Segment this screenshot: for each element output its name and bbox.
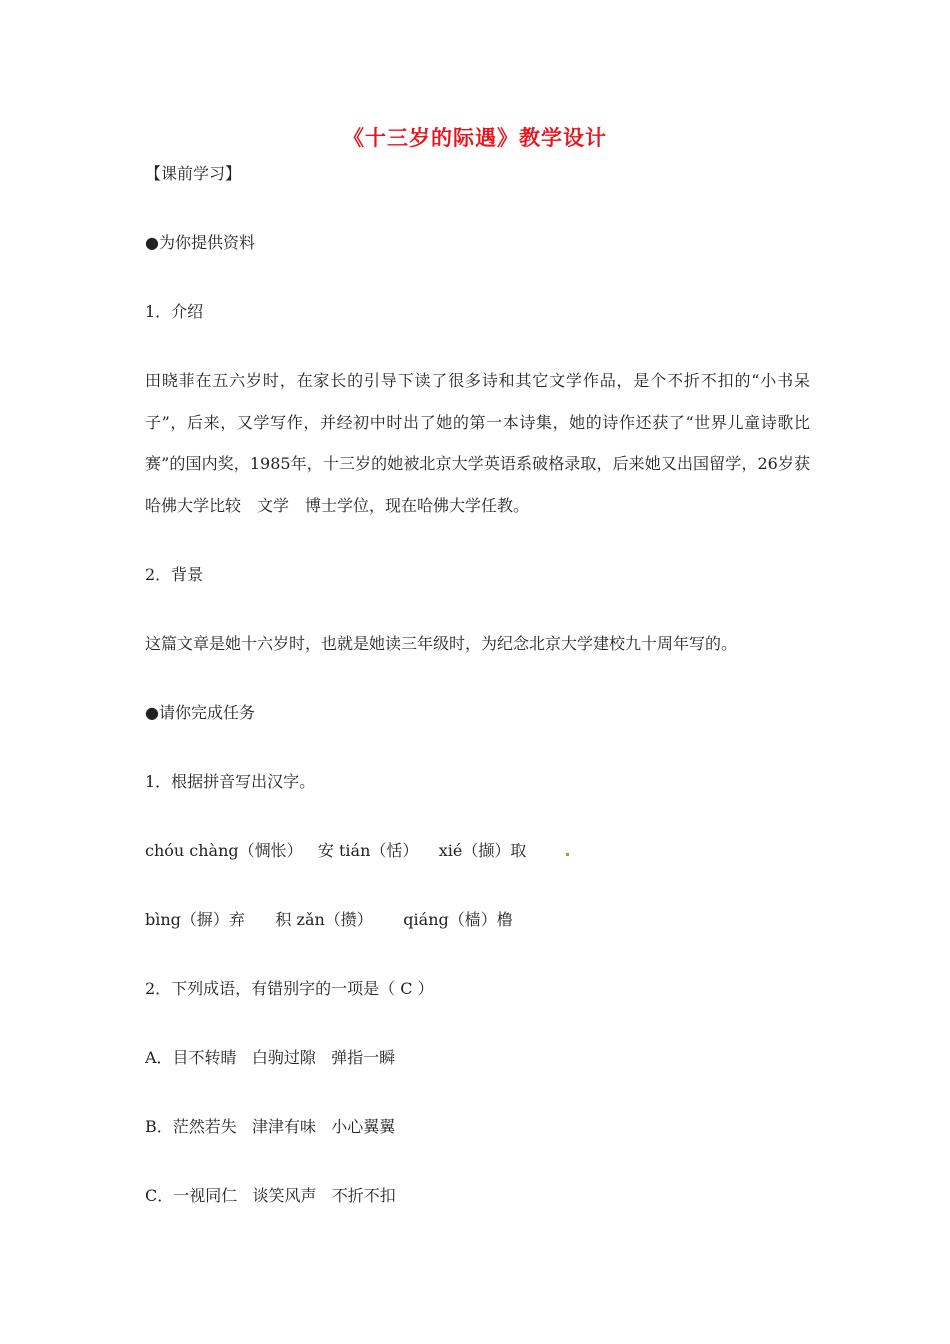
item-heading-introduction: 1．介绍 [145,302,204,321]
document-title: 《十三岁的际遇》教学设计 [343,126,607,150]
pinyin-row-2: bìng（摒）弃 积 zǎn（攒） qiáng（樯）橹 [145,910,513,929]
introduction-paragraph: 田晓菲在五六岁时，在家长的引导下读了很多诗和其它文学作品，是个不折不扣的“小书呆子”，后来，又学写作，并经初中时出了她的第一本诗集，她的诗作还获了“世界儿童诗歌比赛”的国内奖，1985年，十三岁的她被北京大学英语系破格录取，后来她又出国留学，26岁获哈佛大学比较 文学 博士学位，现在哈佛大学任教。 [145,371,810,515]
pinyin-row-1: chóu chàng（惆怅） 安 tián（恬） xié（撷）取 [145,841,527,860]
section-heading-pre-class: 【课前学习】 [145,164,242,183]
marker-dot [566,853,569,856]
part-heading-materials: ●为你提供资料 [145,233,255,252]
option-c: C．一视同仁 谈笑风声 不折不扣 [145,1186,396,1205]
task-2-prompt: 2．下列成语，有错别字的一项是（ C ） [145,979,434,998]
option-a: A．目不转睛 白驹过隙 弹指一瞬 [145,1048,396,1067]
task-1-prompt: 1．根据拼音写出汉字。 [145,772,316,791]
part-heading-tasks: ●请你完成任务 [145,703,255,722]
item-heading-background: 2．背景 [145,565,204,584]
option-b: B．茫然若失 津津有味 小心翼翼 [145,1117,396,1136]
background-paragraph: 这篇文章是她十六岁时，也就是她读三年级时，为纪念北京大学建校九十周年写的。 [145,634,738,653]
